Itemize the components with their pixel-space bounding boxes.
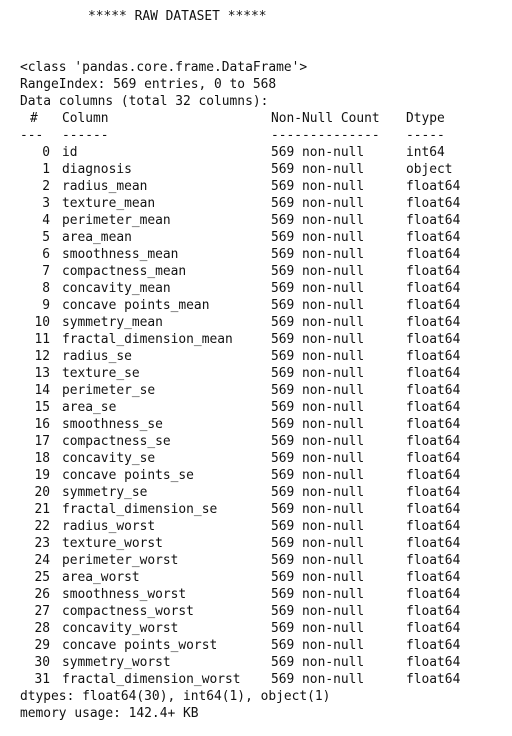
row-dtype: float64: [406, 587, 461, 602]
data-columns-line: Data columns (total 32 columns):: [20, 94, 269, 109]
row-dtype: float64: [406, 417, 461, 432]
table-row: [0, 144, 512, 161]
row-non-null-count: 569 non-null: [271, 519, 365, 534]
memory-usage: memory usage: 142.4+ KB: [20, 706, 199, 721]
row-dtype: float64: [406, 400, 461, 415]
row-dtype: float64: [406, 655, 461, 670]
header-dtype: Dtype: [406, 111, 445, 126]
row-non-null-count: 569 non-null: [271, 468, 365, 483]
row-dtype: float64: [406, 570, 461, 585]
row-column-name: concavity_se: [62, 451, 156, 466]
row-non-null-count: 569 non-null: [271, 536, 365, 551]
row-dtype: float64: [406, 298, 461, 313]
row-column-name: concavity_worst: [62, 621, 179, 636]
row-index: 28: [34, 621, 50, 636]
row-index: 12: [34, 349, 50, 364]
table-row: [0, 603, 512, 620]
row-index: 5: [42, 230, 50, 245]
table-row: [0, 229, 512, 246]
row-column-name: radius_mean: [62, 179, 148, 194]
table-row: [0, 382, 512, 399]
separator-dtype: -----: [406, 128, 445, 143]
row-non-null-count: 569 non-null: [271, 570, 365, 585]
table-row: [0, 637, 512, 654]
table-row: [0, 314, 512, 331]
row-column-name: radius_se: [62, 349, 132, 364]
row-column-name: perimeter_mean: [62, 213, 171, 228]
table-row: [0, 433, 512, 450]
row-dtype: float64: [406, 230, 461, 245]
table-row: [0, 348, 512, 365]
table-row: [0, 501, 512, 518]
range-index-line: RangeIndex: 569 entries, 0 to 568: [20, 77, 277, 92]
row-index: 6: [42, 247, 50, 262]
row-dtype: float64: [406, 451, 461, 466]
row-index: 15: [34, 400, 50, 415]
row-index: 30: [34, 655, 50, 670]
table-row: [0, 620, 512, 637]
table-row: [0, 569, 512, 586]
table-row: [0, 416, 512, 433]
row-column-name: smoothness_se: [62, 417, 163, 432]
row-index: 24: [34, 553, 50, 568]
row-index: 11: [34, 332, 50, 347]
row-dtype: float64: [406, 383, 461, 398]
row-index: 4: [42, 213, 50, 228]
table-row: [0, 263, 512, 280]
row-non-null-count: 569 non-null: [271, 502, 365, 517]
row-index: 22: [34, 519, 50, 534]
row-dtype: float64: [406, 621, 461, 636]
table-row: [0, 161, 512, 178]
row-dtype: float64: [406, 264, 461, 279]
table-row: [0, 535, 512, 552]
class-line: <class 'pandas.core.frame.DataFrame'>: [20, 60, 308, 75]
row-index: 21: [34, 502, 50, 517]
row-column-name: symmetry_worst: [62, 655, 171, 670]
row-column-name: compactness_worst: [62, 604, 194, 619]
row-column-name: area_se: [62, 400, 117, 415]
header-column: Column: [62, 111, 109, 126]
row-non-null-count: 569 non-null: [271, 315, 365, 330]
row-non-null-count: 569 non-null: [271, 655, 365, 670]
row-column-name: texture_se: [62, 366, 140, 381]
table-row: [0, 195, 512, 212]
row-non-null-count: 569 non-null: [271, 213, 365, 228]
separator-count: --------------: [271, 128, 380, 143]
row-column-name: concavity_mean: [62, 281, 171, 296]
row-column-name: perimeter_worst: [62, 553, 179, 568]
row-non-null-count: 569 non-null: [271, 349, 365, 364]
separator-index: ---: [20, 128, 44, 143]
row-dtype: float64: [406, 315, 461, 330]
row-index: 27: [34, 604, 50, 619]
row-column-name: area_worst: [62, 570, 140, 585]
row-non-null-count: 569 non-null: [271, 400, 365, 415]
table-row: [0, 331, 512, 348]
table-separator-row: [0, 127, 512, 144]
row-non-null-count: 569 non-null: [271, 587, 365, 602]
table-row: [0, 246, 512, 263]
row-index: 0: [42, 145, 50, 160]
row-non-null-count: 569 non-null: [271, 638, 365, 653]
row-dtype: float64: [406, 434, 461, 449]
row-column-name: symmetry_se: [62, 485, 148, 500]
row-column-name: id: [62, 145, 78, 160]
row-column-name: diagnosis: [62, 162, 132, 177]
row-index: 17: [34, 434, 50, 449]
row-dtype: object: [406, 162, 453, 177]
row-column-name: compactness_mean: [62, 264, 187, 279]
table-row: [0, 671, 512, 688]
row-column-name: fractal_dimension_mean: [62, 332, 233, 347]
table-row: [0, 484, 512, 501]
row-column-name: radius_worst: [62, 519, 156, 534]
table-row: [0, 586, 512, 603]
row-dtype: float64: [406, 179, 461, 194]
table-row: [0, 297, 512, 314]
row-column-name: fractal_dimension_se: [62, 502, 218, 517]
row-dtype: float64: [406, 366, 461, 381]
table-header-row: [0, 110, 512, 127]
row-non-null-count: 569 non-null: [271, 604, 365, 619]
row-index: 3: [42, 196, 50, 211]
row-column-name: compactness_se: [62, 434, 171, 449]
row-index: 19: [34, 468, 50, 483]
row-dtype: float64: [406, 213, 461, 228]
row-index: 8: [42, 281, 50, 296]
table-row: [0, 467, 512, 484]
row-dtype: float64: [406, 196, 461, 211]
table-row: [0, 365, 512, 382]
row-dtype: float64: [406, 502, 461, 517]
separator-column: ------: [62, 128, 109, 143]
row-index: 16: [34, 417, 50, 432]
row-column-name: area_mean: [62, 230, 132, 245]
table-row: [0, 399, 512, 416]
row-non-null-count: 569 non-null: [271, 332, 365, 347]
row-column-name: texture_mean: [62, 196, 156, 211]
row-index: 7: [42, 264, 50, 279]
row-index: 25: [34, 570, 50, 585]
table-row: [0, 654, 512, 671]
row-dtype: int64: [406, 145, 445, 160]
row-non-null-count: 569 non-null: [271, 179, 365, 194]
row-index: 31: [34, 672, 50, 687]
row-non-null-count: 569 non-null: [271, 485, 365, 500]
row-non-null-count: 569 non-null: [271, 383, 365, 398]
row-dtype: float64: [406, 638, 461, 653]
row-dtype: float64: [406, 349, 461, 364]
row-non-null-count: 569 non-null: [271, 366, 365, 381]
row-non-null-count: 569 non-null: [271, 298, 365, 313]
row-non-null-count: 569 non-null: [271, 672, 365, 687]
row-non-null-count: 569 non-null: [271, 196, 365, 211]
table-row: [0, 450, 512, 467]
row-dtype: float64: [406, 332, 461, 347]
row-non-null-count: 569 non-null: [271, 417, 365, 432]
row-column-name: symmetry_mean: [62, 315, 163, 330]
table-row: [0, 178, 512, 195]
dataset-heading: ***** RAW DATASET *****: [88, 9, 267, 24]
row-index: 26: [34, 587, 50, 602]
row-index: 1: [42, 162, 50, 177]
row-dtype: float64: [406, 485, 461, 500]
row-non-null-count: 569 non-null: [271, 553, 365, 568]
row-non-null-count: 569 non-null: [271, 230, 365, 245]
row-non-null-count: 569 non-null: [271, 264, 365, 279]
row-column-name: smoothness_mean: [62, 247, 179, 262]
row-index: 23: [34, 536, 50, 551]
row-column-name: smoothness_worst: [62, 587, 187, 602]
row-dtype: float64: [406, 604, 461, 619]
header-index: #: [30, 111, 38, 126]
row-non-null-count: 569 non-null: [271, 247, 365, 262]
row-column-name: concave points_mean: [62, 298, 210, 313]
row-index: 14: [34, 383, 50, 398]
row-non-null-count: 569 non-null: [271, 162, 365, 177]
row-non-null-count: 569 non-null: [271, 621, 365, 636]
table-row: [0, 552, 512, 569]
row-dtype: float64: [406, 519, 461, 534]
row-index: 2: [42, 179, 50, 194]
row-index: 20: [34, 485, 50, 500]
row-index: 10: [34, 315, 50, 330]
row-dtype: float64: [406, 553, 461, 568]
header-count: Non-Null Count: [271, 111, 380, 126]
row-index: 13: [34, 366, 50, 381]
row-non-null-count: 569 non-null: [271, 281, 365, 296]
row-non-null-count: 569 non-null: [271, 451, 365, 466]
row-dtype: float64: [406, 247, 461, 262]
table-row: [0, 212, 512, 229]
row-non-null-count: 569 non-null: [271, 145, 365, 160]
row-non-null-count: 569 non-null: [271, 434, 365, 449]
row-column-name: texture_worst: [62, 536, 163, 551]
row-column-name: perimeter_se: [62, 383, 156, 398]
row-column-name: concave points_se: [62, 468, 194, 483]
row-column-name: concave points_worst: [62, 638, 218, 653]
row-index: 18: [34, 451, 50, 466]
row-dtype: float64: [406, 536, 461, 551]
row-index: 29: [34, 638, 50, 653]
table-row: [0, 518, 512, 535]
table-row: [0, 280, 512, 297]
dtypes-summary: dtypes: float64(30), int64(1), object(1): [20, 689, 331, 704]
row-index: 9: [42, 298, 50, 313]
row-dtype: float64: [406, 468, 461, 483]
row-dtype: float64: [406, 281, 461, 296]
row-dtype: float64: [406, 672, 461, 687]
row-column-name: fractal_dimension_worst: [62, 672, 241, 687]
